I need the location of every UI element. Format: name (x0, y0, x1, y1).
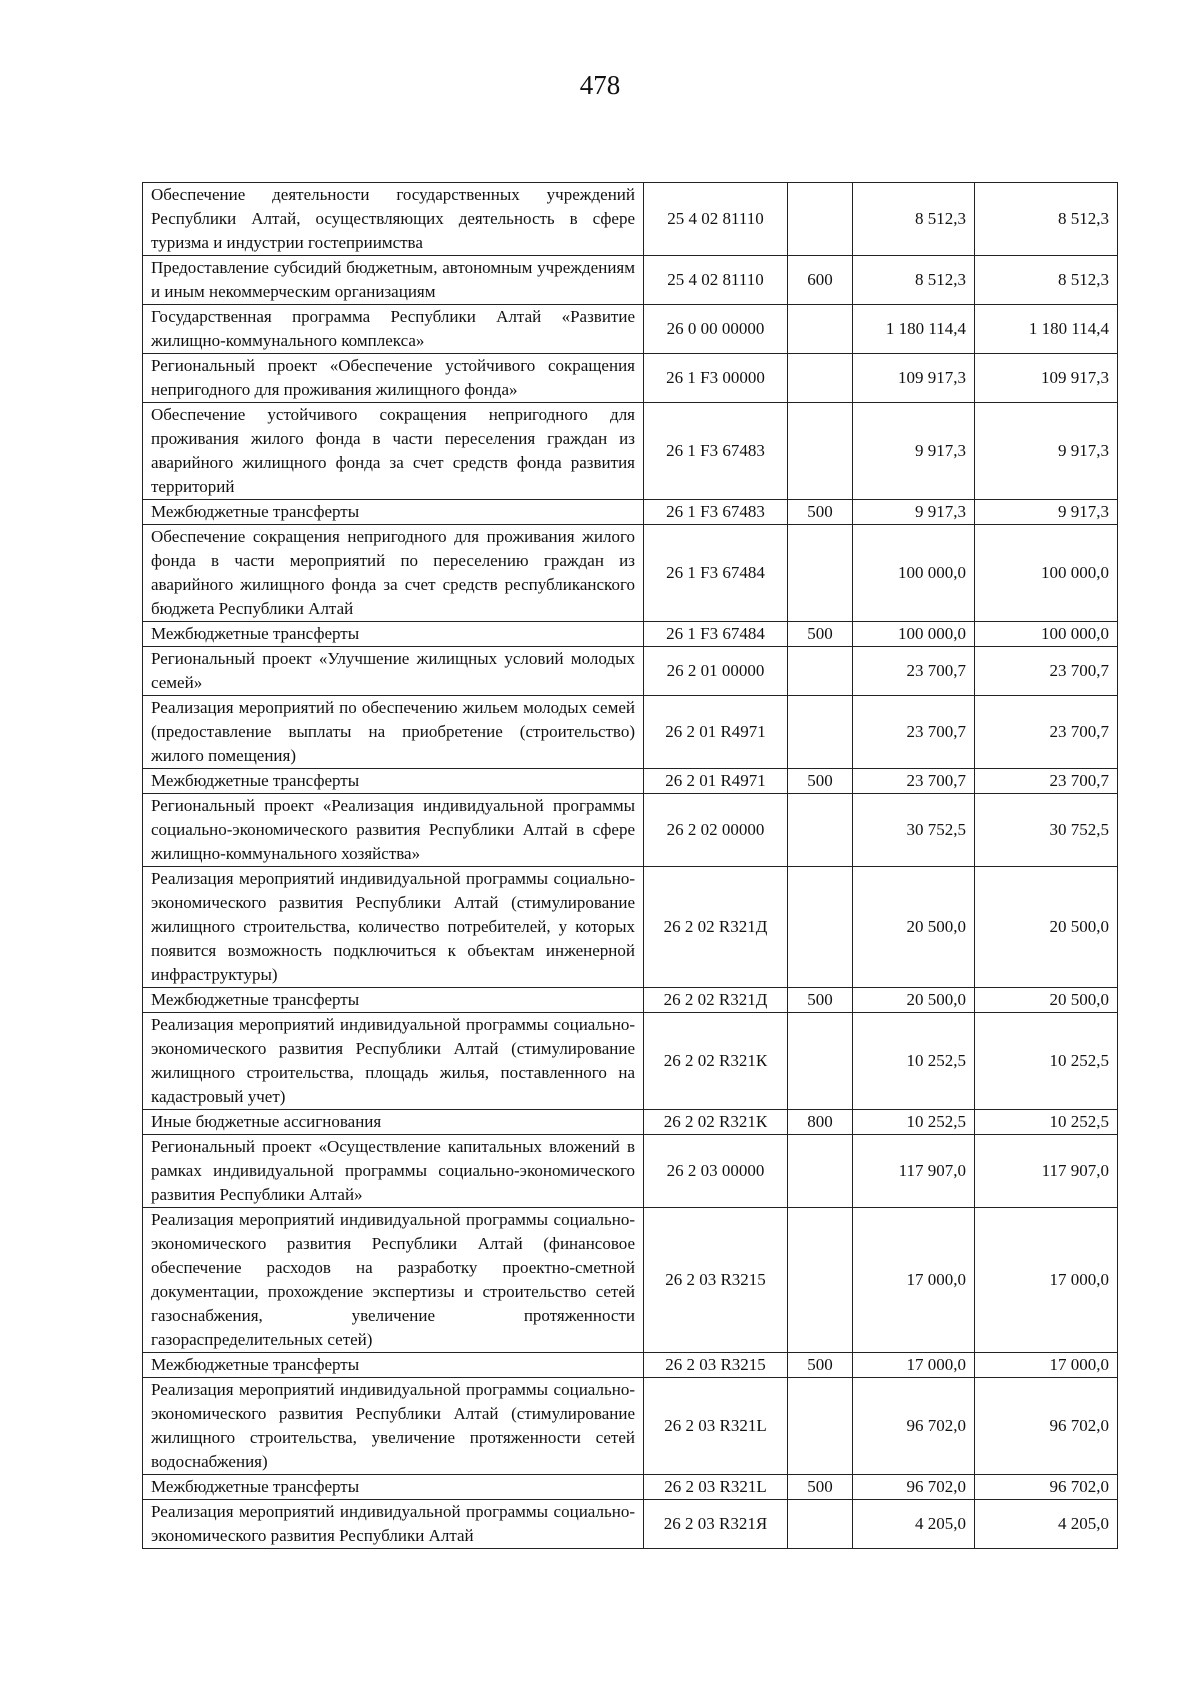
table-row (143, 1135, 1118, 1208)
row-sum-cell-1: 4 205,0 (853, 1500, 975, 1549)
row-sum-cell-2: 1 180 114,4 (975, 305, 1118, 354)
row-name-cell: Реализация мероприятий индивидуальной программы социально-экономического развития Республики Алтай (143, 1500, 644, 1549)
row-sum-cell-2: 117 907,0 (975, 1135, 1118, 1208)
row-name-cell: Предоставление субсидий бюджетным, автономным учреждениям и иным некоммерческим организациям (143, 256, 644, 305)
row-name-cell: Межбюджетные трансферты (143, 622, 644, 647)
table-row (143, 647, 1118, 696)
row-sum-cell-1: 8 512,3 (853, 256, 975, 305)
page-number: 478 (579, 70, 621, 100)
row-sum-cell-2: 20 500,0 (975, 988, 1118, 1013)
row-sum-cell-1: 1 180 114,4 (853, 305, 975, 354)
row-expense-type-cell: 500 (788, 1353, 853, 1378)
row-sum-cell-2: 9 917,3 (975, 403, 1118, 500)
table-row (143, 183, 1118, 256)
row-sum-cell-1: 9 917,3 (853, 403, 975, 500)
row-name-cell: Реализация мероприятий индивидуальной программы социально-экономического развития Республики Алтай (стимулирование жилищного строительства, количество потребителей, у которых появится возможность подключиться к объектам инженерной инфраструктуры) (143, 867, 644, 988)
row-name-cell: Реализация мероприятий индивидуальной программы социально-экономического развития Республики Алтай (стимулирование жилищного строительства, площадь жилья, поставленного на кадастровый учет) (143, 1013, 644, 1110)
row-code-cell: 25 4 02 81110 (644, 256, 788, 305)
row-name-cell: Государственная программа Республики Алтай «Развитие жилищно-коммунального комплекса» (143, 305, 644, 354)
row-code-cell: 26 1 F3 67483 (644, 500, 788, 525)
row-code-cell: 26 0 00 00000 (644, 305, 788, 354)
row-sum-cell-1: 96 702,0 (853, 1475, 975, 1500)
table-row (143, 1208, 1118, 1353)
table-row (143, 622, 1118, 647)
row-code-cell: 26 2 03 R321Я (644, 1500, 788, 1549)
row-sum-cell-2: 23 700,7 (975, 647, 1118, 696)
row-sum-cell-2: 109 917,3 (975, 354, 1118, 403)
row-name-cell: Межбюджетные трансферты (143, 1353, 644, 1378)
row-expense-type-cell (788, 1208, 853, 1353)
row-sum-cell-2: 30 752,5 (975, 794, 1118, 867)
row-expense-type-cell (788, 696, 853, 769)
row-code-cell: 26 2 02 R321К (644, 1110, 788, 1135)
row-code-cell: 26 1 F3 67484 (644, 622, 788, 647)
row-sum-cell-2: 20 500,0 (975, 867, 1118, 988)
row-expense-type-cell: 500 (788, 1475, 853, 1500)
row-code-cell: 26 2 02 R321Д (644, 988, 788, 1013)
table-row (143, 769, 1118, 794)
table-row (143, 1110, 1118, 1135)
row-sum-cell-2: 8 512,3 (975, 183, 1118, 256)
row-sum-cell-2: 96 702,0 (975, 1378, 1118, 1475)
row-expense-type-cell (788, 403, 853, 500)
row-name-cell: Межбюджетные трансферты (143, 500, 644, 525)
table-row (143, 696, 1118, 769)
row-sum-cell-1: 100 000,0 (853, 525, 975, 622)
row-name-cell: Региональный проект «Осуществление капитальных вложений в рамках индивидуальной программы социально-экономического развития Республики Алтай» (143, 1135, 644, 1208)
row-expense-type-cell (788, 647, 853, 696)
row-code-cell: 26 2 01 R4971 (644, 696, 788, 769)
row-expense-type-cell (788, 1378, 853, 1475)
row-expense-type-cell: 500 (788, 622, 853, 647)
row-expense-type-cell: 800 (788, 1110, 853, 1135)
row-sum-cell-2: 100 000,0 (975, 622, 1118, 647)
budget-table (142, 182, 1118, 1549)
row-code-cell: 26 2 01 00000 (644, 647, 788, 696)
budget-table-body (143, 183, 1118, 1549)
row-name-cell: Обеспечение сокращения непригодного для проживания жилого фонда в части мероприятий по переселению граждан из аварийного жилищного фонда за счет средств республиканского бюджета Республики Алтай (143, 525, 644, 622)
row-code-cell: 26 2 03 R3215 (644, 1353, 788, 1378)
row-sum-cell-1: 30 752,5 (853, 794, 975, 867)
row-sum-cell-1: 96 702,0 (853, 1378, 975, 1475)
table-row (143, 1378, 1118, 1475)
row-expense-type-cell: 600 (788, 256, 853, 305)
row-code-cell: 26 2 02 R321Д (644, 867, 788, 988)
row-name-cell: Межбюджетные трансферты (143, 988, 644, 1013)
row-expense-type-cell: 500 (788, 500, 853, 525)
row-sum-cell-1: 20 500,0 (853, 867, 975, 988)
row-expense-type-cell (788, 1135, 853, 1208)
row-sum-cell-1: 10 252,5 (853, 1110, 975, 1135)
row-sum-cell-1: 23 700,7 (853, 769, 975, 794)
row-sum-cell-2: 10 252,5 (975, 1013, 1118, 1110)
row-name-cell: Региональный проект «Улучшение жилищных условий молодых семей» (143, 647, 644, 696)
table-row (143, 988, 1118, 1013)
row-sum-cell-1: 23 700,7 (853, 696, 975, 769)
row-sum-cell-1: 109 917,3 (853, 354, 975, 403)
row-sum-cell-2: 96 702,0 (975, 1475, 1118, 1500)
row-sum-cell-1: 20 500,0 (853, 988, 975, 1013)
row-code-cell: 26 2 03 00000 (644, 1135, 788, 1208)
row-sum-cell-2: 17 000,0 (975, 1353, 1118, 1378)
row-sum-cell-2: 9 917,3 (975, 500, 1118, 525)
row-name-cell: Обеспечение деятельности государственных учреждений Республики Алтай, осуществляющих деятельность в сфере туризма и индустрии гостеприимства (143, 183, 644, 256)
row-sum-cell-2: 100 000,0 (975, 525, 1118, 622)
row-sum-cell-1: 17 000,0 (853, 1353, 975, 1378)
row-expense-type-cell (788, 794, 853, 867)
row-code-cell: 26 2 02 R321К (644, 1013, 788, 1110)
table-row (143, 354, 1118, 403)
row-expense-type-cell (788, 354, 853, 403)
table-row (143, 1353, 1118, 1378)
row-expense-type-cell (788, 1500, 853, 1549)
row-name-cell: Региональный проект «Реализация индивидуальной программы социально-экономического развития Республики Алтай в сфере жилищно-коммунального хозяйства» (143, 794, 644, 867)
row-sum-cell-1: 117 907,0 (853, 1135, 975, 1208)
table-row (143, 1500, 1118, 1549)
row-name-cell: Обеспечение устойчивого сокращения непригодного для проживания жилого фонда в части переселения граждан из аварийного жилищного фонда за счет средств фонда развития территорий (143, 403, 644, 500)
row-sum-cell-1: 17 000,0 (853, 1208, 975, 1353)
table-row (143, 1013, 1118, 1110)
table-row (143, 256, 1118, 305)
row-code-cell: 26 1 F3 00000 (644, 354, 788, 403)
row-expense-type-cell (788, 525, 853, 622)
row-expense-type-cell (788, 1013, 853, 1110)
row-code-cell: 26 1 F3 67483 (644, 403, 788, 500)
row-sum-cell-2: 17 000,0 (975, 1208, 1118, 1353)
row-expense-type-cell (788, 183, 853, 256)
row-name-cell: Реализация мероприятий по обеспечению жильем молодых семей (предоставление выплаты на приобретение (строительство) жилого помещения) (143, 696, 644, 769)
row-name-cell: Реализация мероприятий индивидуальной программы социально-экономического развития Республики Алтай (стимулирование жилищного строительства, увеличение протяженности сетей водоснабжения) (143, 1378, 644, 1475)
row-sum-cell-2: 23 700,7 (975, 696, 1118, 769)
row-sum-cell-2: 8 512,3 (975, 256, 1118, 305)
row-sum-cell-1: 8 512,3 (853, 183, 975, 256)
row-sum-cell-2: 23 700,7 (975, 769, 1118, 794)
row-sum-cell-1: 10 252,5 (853, 1013, 975, 1110)
row-sum-cell-1: 100 000,0 (853, 622, 975, 647)
row-code-cell: 26 1 F3 67484 (644, 525, 788, 622)
row-code-cell: 26 2 03 R3215 (644, 1208, 788, 1353)
row-expense-type-cell: 500 (788, 769, 853, 794)
row-name-cell: Иные бюджетные ассигнования (143, 1110, 644, 1135)
row-expense-type-cell: 500 (788, 988, 853, 1013)
row-code-cell: 26 2 02 00000 (644, 794, 788, 867)
row-expense-type-cell (788, 867, 853, 988)
table-row (143, 403, 1118, 500)
row-sum-cell-1: 9 917,3 (853, 500, 975, 525)
row-name-cell: Реализация мероприятий индивидуальной программы социально-экономического развития Республики Алтай (финансовое обеспечение расходов на разработку проектно-сметной документации, прохождение экспертизы и строительство сетей газоснабжения, увеличение протяженности газораспределительных сетей) (143, 1208, 644, 1353)
row-name-cell: Межбюджетные трансферты (143, 1475, 644, 1500)
table-row (143, 500, 1118, 525)
row-sum-cell-1: 23 700,7 (853, 647, 975, 696)
row-sum-cell-2: 10 252,5 (975, 1110, 1118, 1135)
table-row (143, 305, 1118, 354)
row-name-cell: Межбюджетные трансферты (143, 769, 644, 794)
row-sum-cell-2: 4 205,0 (975, 1500, 1118, 1549)
row-code-cell: 26 2 01 R4971 (644, 769, 788, 794)
table-row (143, 867, 1118, 988)
table-row (143, 1475, 1118, 1500)
table-row (143, 794, 1118, 867)
row-expense-type-cell (788, 305, 853, 354)
table-row (143, 525, 1118, 622)
row-code-cell: 26 2 03 R321L (644, 1378, 788, 1475)
row-code-cell: 26 2 03 R321L (644, 1475, 788, 1500)
row-code-cell: 25 4 02 81110 (644, 183, 788, 256)
row-name-cell: Региональный проект «Обеспечение устойчивого сокращения непригодного для проживания жилищного фонда» (143, 354, 644, 403)
